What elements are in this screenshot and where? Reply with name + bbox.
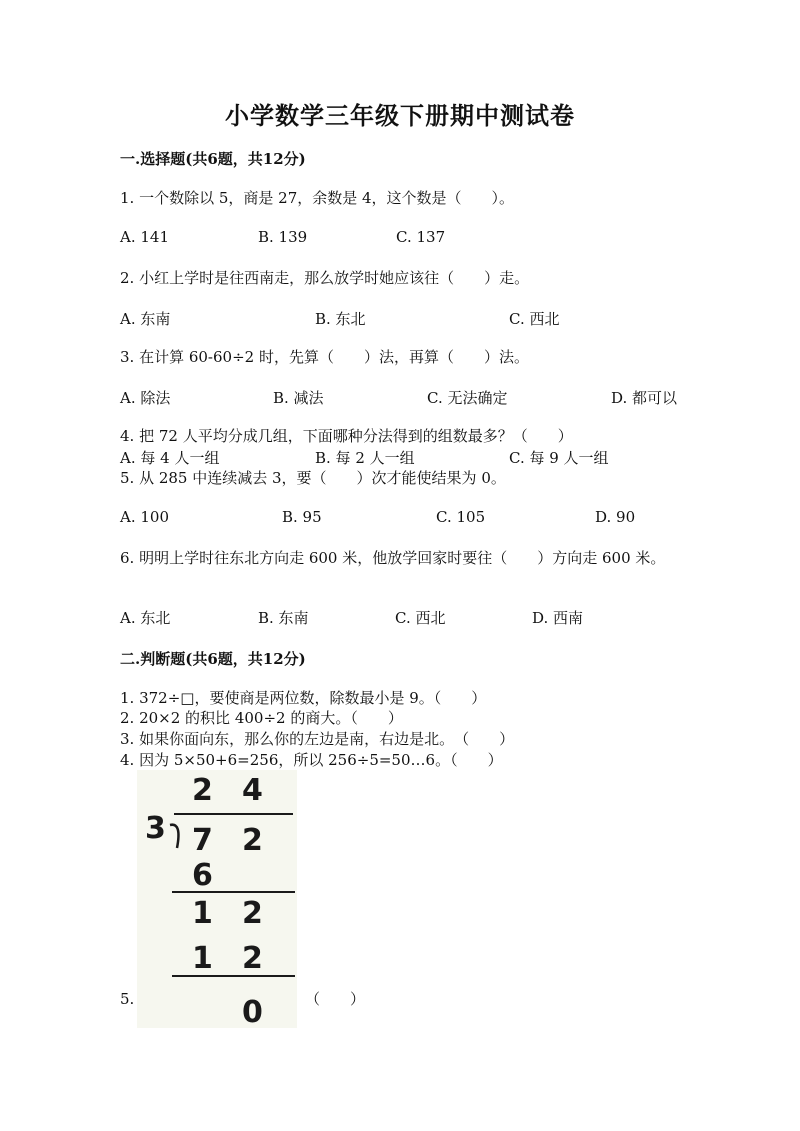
question-5: 5. 从 285 中连续减去 3，要（ ）次才能使结果为 0。 xyxy=(120,469,506,487)
option-5c: C. 105 xyxy=(436,508,486,526)
option-6b: B. 东南 xyxy=(258,609,309,627)
judgment-question-4: 4. 因为 5×50+6=256，所以 256÷5=50…6。（ ） xyxy=(120,751,503,769)
quotient-digit: 4 xyxy=(242,773,263,808)
section-heading-choice: 一.选择题(共6题，共12分) xyxy=(120,150,306,168)
page-title: 小学数学三年级下册期中测试卷 xyxy=(225,101,575,130)
option-6d: D. 西南 xyxy=(532,609,584,627)
step-digit: 1 xyxy=(192,896,213,931)
quotient-digit: 2 xyxy=(192,773,213,808)
option-4a: A. 每 4 人一组 xyxy=(120,449,220,467)
remainder-digit: 0 xyxy=(242,995,263,1028)
option-1b: B. 139 xyxy=(258,228,308,246)
step-digit: 1 xyxy=(192,941,213,976)
option-3c: C. 无法确定 xyxy=(427,389,508,407)
option-2b: B. 东北 xyxy=(315,310,366,328)
long-division-figure xyxy=(137,770,297,1028)
judgment-question-1: 1. 372÷□，要使商是两位数，除数最小是 9。（ ） xyxy=(120,689,487,707)
option-5d: D. 90 xyxy=(595,508,636,526)
step-digit: 2 xyxy=(242,941,263,976)
option-5b: B. 95 xyxy=(282,508,322,526)
question-2: 2. 小红上学时是往西南走，那么放学时她应该往（ ）走。 xyxy=(120,269,530,287)
division-bracket xyxy=(170,825,178,848)
option-2c: C. 西北 xyxy=(509,310,560,328)
step-digit: 2 xyxy=(242,896,263,931)
option-1c: C. 137 xyxy=(396,228,446,246)
judgment-question-5-answer: （ ） xyxy=(305,990,366,1008)
option-4b: B. 每 2 人一组 xyxy=(315,449,415,467)
question-1: 1. 一个数除以 5，商是 27，余数是 4，这个数是（ ）。 xyxy=(120,189,515,207)
option-1a: A. 141 xyxy=(120,228,169,246)
option-3a: A. 除法 xyxy=(120,389,171,407)
judgment-question-2: 2. 20×2 的积比 400÷2 的商大。（ ） xyxy=(120,709,403,727)
option-5a: A. 100 xyxy=(120,508,169,526)
step-digit: 6 xyxy=(192,858,213,893)
option-3b: B. 减法 xyxy=(273,389,324,407)
long-division-drawing xyxy=(137,770,297,1028)
question-3: 3. 在计算 60-60÷2 时，先算（ ）法，再算（ ）法。 xyxy=(120,348,529,366)
section-heading-judgment: 二.判断题(共6题，共12分) xyxy=(120,650,306,668)
judgment-question-3: 3. 如果你面向东，那么你的左边是南，右边是北。 （ ） xyxy=(120,730,515,748)
option-6a: A. 东北 xyxy=(120,609,171,627)
dividend-digit: 7 xyxy=(192,823,213,858)
question-4: 4. 把 72 人平均分成几组，下面哪种分法得到的组数最多？（ ） xyxy=(120,427,573,445)
judgment-question-5-label: 5. xyxy=(120,990,135,1008)
option-2a: A. 东南 xyxy=(120,310,171,328)
divisor-digit: 3 xyxy=(145,811,166,846)
question-6: 6. 明明上学时往东北方向走 600 米，他放学回家时要往（ ）方向走 600 米。 xyxy=(120,549,666,567)
option-6c: C. 西北 xyxy=(395,609,446,627)
dividend-digit: 2 xyxy=(242,823,263,858)
option-3d: D. 都可以 xyxy=(611,389,678,407)
option-4c: C. 每 9 人一组 xyxy=(509,449,609,467)
